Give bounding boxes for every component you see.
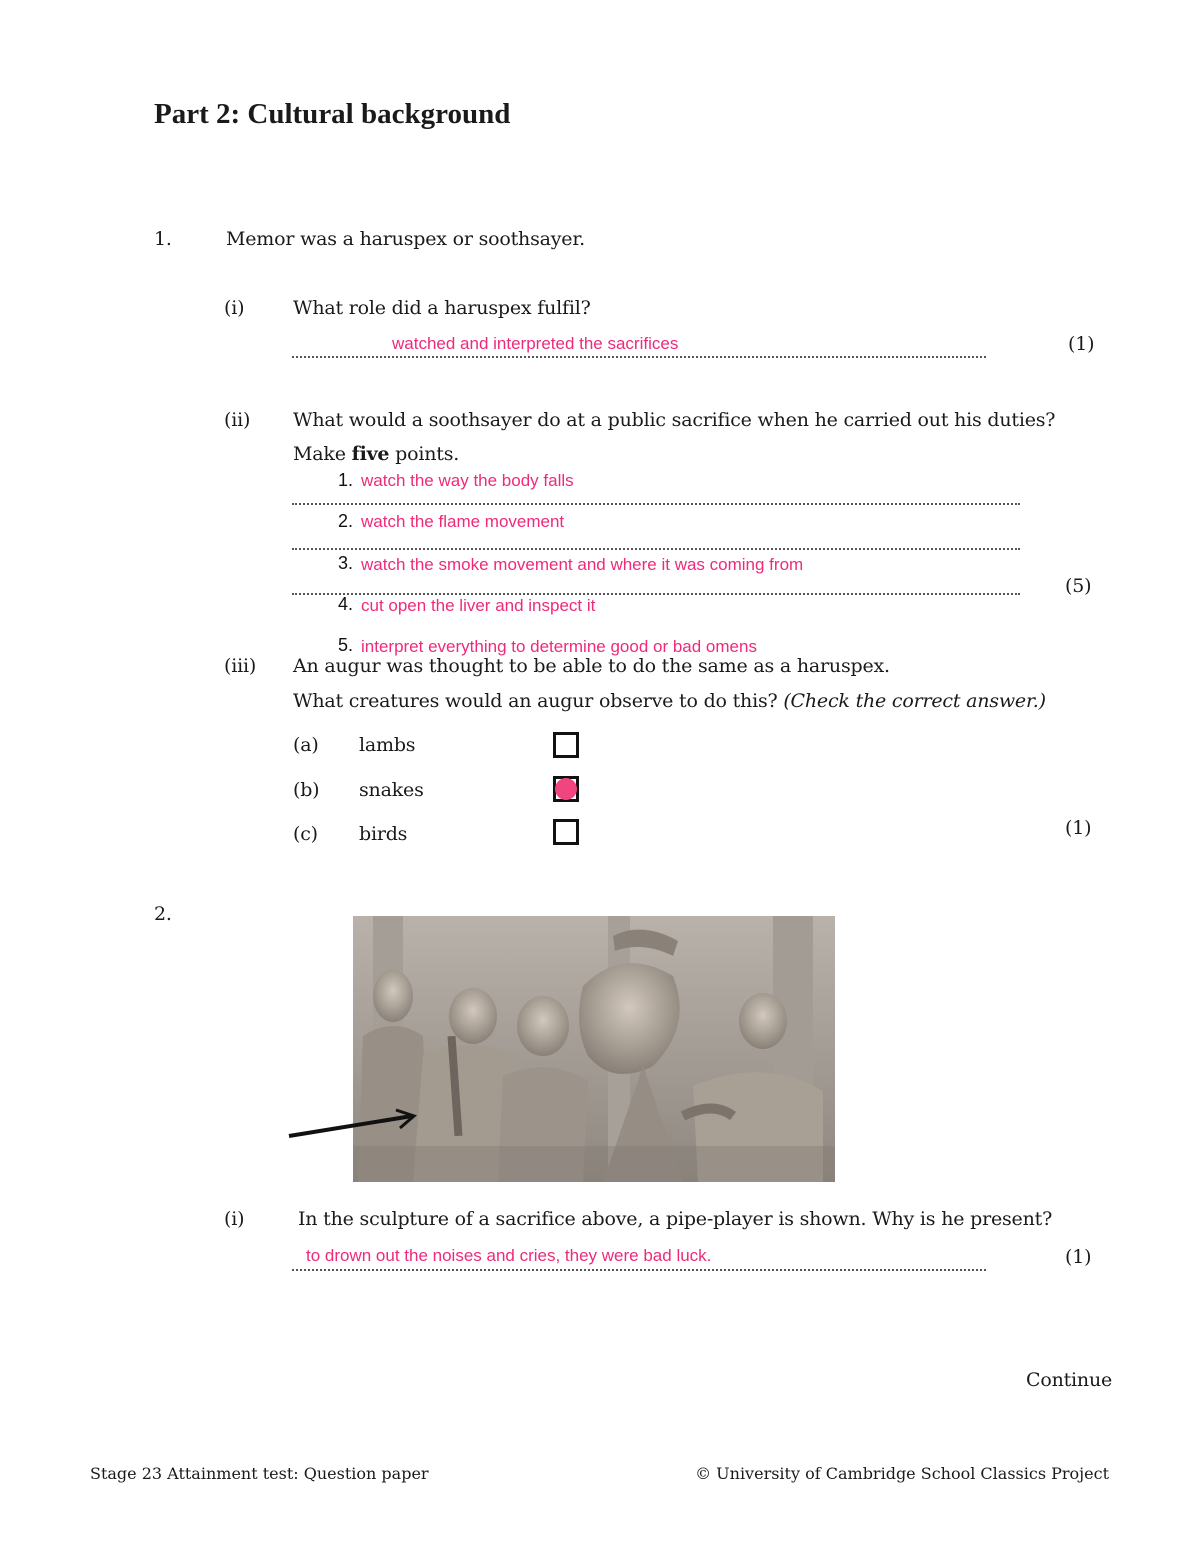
- q2-i-label: (i): [224, 1208, 245, 1230]
- option-a-checkbox[interactable]: [553, 732, 579, 758]
- q1-ii-question: What would a soothsayer do at a public sacrifice when he carried out his duties?: [293, 409, 1056, 431]
- option-a-letter: (a): [293, 734, 319, 756]
- q1-ii-point-3-line: [292, 593, 1020, 595]
- q1-ii-instruction-pre: Make: [293, 443, 352, 465]
- question-1-intro: Memor was a haruspex or soothsayer.: [226, 228, 585, 250]
- option-c-label: birds: [359, 823, 408, 845]
- continue-label: Continue: [1026, 1369, 1113, 1391]
- q1-ii-marks: (5): [1065, 575, 1092, 597]
- q1-i-marks: (1): [1068, 333, 1095, 355]
- q1-i-label: (i): [224, 297, 245, 319]
- q2-i-answer[interactable]: to drown out the noises and cries, they were bad luck.: [306, 1246, 712, 1265]
- q1-ii-point-1-answer[interactable]: watch the way the body falls: [361, 471, 574, 490]
- q1-ii-point-3-number: 3.: [338, 553, 354, 573]
- q1-ii-point-2-answer[interactable]: watch the flame movement: [361, 512, 565, 531]
- option-c-letter: (c): [293, 823, 318, 845]
- page-title: Part 2: Cultural background: [154, 98, 511, 130]
- q1-ii-label: (ii): [224, 409, 251, 431]
- option-b-label: snakes: [359, 779, 424, 801]
- q1-ii-instruction-post: points.: [389, 443, 460, 465]
- q2-i-answer-line: [292, 1269, 986, 1271]
- q1-i-answer[interactable]: watched and interpreted the sacrifices: [392, 334, 679, 353]
- q1-iii-line-2-text: What creatures would an augur observe to do this?: [293, 690, 784, 712]
- q2-i-marks: (1): [1065, 1246, 1092, 1268]
- q1-ii-point-1-line: [292, 503, 1020, 505]
- option-c-checkbox[interactable]: [553, 819, 579, 845]
- q1-iii-label: (iii): [224, 655, 257, 677]
- q1-iii-marks: (1): [1065, 817, 1092, 839]
- q2-i-question: In the sculpture of a sacrifice above, a pipe-player is shown. Why is he present?: [298, 1208, 1053, 1230]
- arrow-icon: [286, 1108, 426, 1142]
- q1-ii-point-5-answer[interactable]: interpret everything to determine good or bad omens: [361, 637, 757, 656]
- q1-ii-point-2-number: 2.: [338, 511, 354, 531]
- q1-i-question: What role did a haruspex fulfil?: [293, 297, 591, 319]
- q1-ii-point-1-number: 1.: [338, 470, 354, 490]
- q1-ii-point-4-answer[interactable]: cut open the liver and inspect it: [361, 596, 596, 615]
- q1-iii-line-2: [293, 690, 1046, 712]
- q1-iii-line-1: An augur was thought to be able to do the same as a haruspex.: [293, 655, 890, 677]
- q1-iii-line-2-italic: (Check the correct answer.): [783, 690, 1046, 712]
- footer-right: © University of Cambridge School Classics Project: [695, 1464, 1109, 1483]
- q1-ii-point-4-number: 4.: [338, 594, 354, 614]
- q1-ii-point-5-number: 5.: [338, 635, 354, 655]
- option-b-letter: (b): [293, 779, 320, 801]
- q1-i-answer-line: [292, 356, 986, 358]
- question-1-number: 1.: [154, 228, 172, 250]
- footer-left: Stage 23 Attainment test: Question paper: [90, 1464, 429, 1483]
- option-b-check-mark: [555, 778, 577, 800]
- option-b-checkbox[interactable]: [553, 776, 579, 802]
- question-2-number: 2.: [154, 903, 172, 925]
- sacrifice-relief-image: [353, 916, 835, 1182]
- option-a-label: lambs: [359, 734, 416, 756]
- q1-ii-instruction: [293, 443, 459, 465]
- q1-ii-point-3-answer[interactable]: watch the smoke movement and where it was coming from: [361, 555, 804, 574]
- q1-ii-point-2-line: [292, 548, 1020, 550]
- q1-ii-instruction-bold: five: [351, 443, 390, 465]
